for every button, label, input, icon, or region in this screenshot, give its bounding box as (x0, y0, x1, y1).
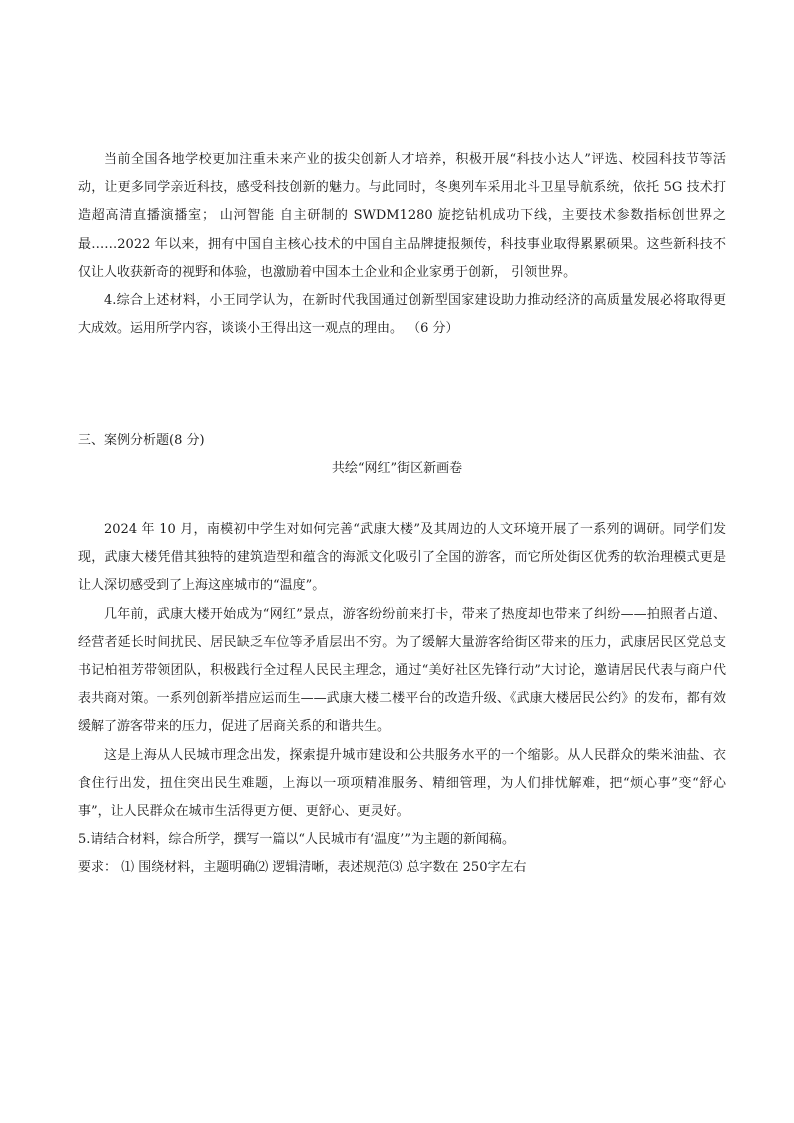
case-paragraph-3: 这是上海从人民城市理念出发，探索提升城市建设和公共服务水平的一个缩影。从人民群众的柴米油盐、衣食住行出发，扭住突出民生难题，上海以一项项精准服务、精细管理，为人们排忧解难，把“烦心事”变“舒心事”，让人民群众在城市生活得更方便、更舒心、更灵好。 (78, 747, 726, 820)
material-paragraph: 当前全国各地学校更加注重未来产业的拔尖创新人才培养，积极开展“科技小达人”评选、校园科技节等活动，让更多同学亲近科技，感受科技创新的魅力。与此同时，冬奥列车采用北斗卫星导航系统，依托 5G 技术打造超高清直播演播室； 山河智能 自主研制的 SWDM1280 旋挖钻机成功下线，主要技术参数指标创世界之最……2022 年以来，拥有中国自主核心技术的中国自主品牌捷报频传，科技事业取得累累硕果。这些新科技不仅让人收获新奇的视野和体验，也激励着中国本土企业和企业家勇于创新， 引领世界。 (78, 152, 726, 280)
material-block (78, 146, 726, 343)
case-paragraph-1: 2024 年 10 月，南模初中学生对如何完善“武康大楼”及其周边的人文环境开展了一系列的调研。同学们发现，武康大楼凭借其独特的建筑造型和蕴含的海派文化吸引了全国的游客，而它所处街区优秀的软治理模式更是让人深切感受到了上海这座城市的“温度”。 (78, 522, 726, 594)
question-5: 5.请结合材料，综合所学，撰写一篇以“人民城市有‘温度’”为主题的新闻稿。 (78, 832, 515, 848)
case-paragraph-2: 几年前，武康大楼开始成为“网红”景点，游客纷纷前来打卡，带来了热度却也带来了纠纷——拍照者占道、经营者延长时间扰民、居民缺乏车位等矛盾层出不穷。为了缓解大量游客给街区带来的压力，武康居民区党总支书记柏祖芳带领团队，积极践行全过程人民民主理念，通过“美好社区先锋行动”大讨论，邀请居民代表与商户代表共商对策。一系列创新举措应运而生——武康大楼二楼平台的改造升级、《武康大楼居民公约》的发布，都有效缓解了游客带来的压力，促进了居商关系的和谐共生。 (78, 606, 726, 735)
question-4: 4.综合上述材料，小王同学认为，在新时代我国通过创新型国家建设助力推动经济的高质量发展必将取得更大成效。运用所学内容，谈谈小王得出这一观点的理由。 （6 分） (78, 293, 726, 337)
section-heading: 三、案例分析题(8 分) (78, 433, 205, 448)
article-title: 共绘“网红”街区新画卷 (331, 461, 463, 476)
case-block (78, 516, 726, 883)
requirements: 要求： ⑴ 围绕材料，主题明确⑵ 逻辑清晰，表述规范⑶ 总字数在 250字左右 (78, 860, 527, 876)
section-3-heading-block (78, 427, 726, 455)
